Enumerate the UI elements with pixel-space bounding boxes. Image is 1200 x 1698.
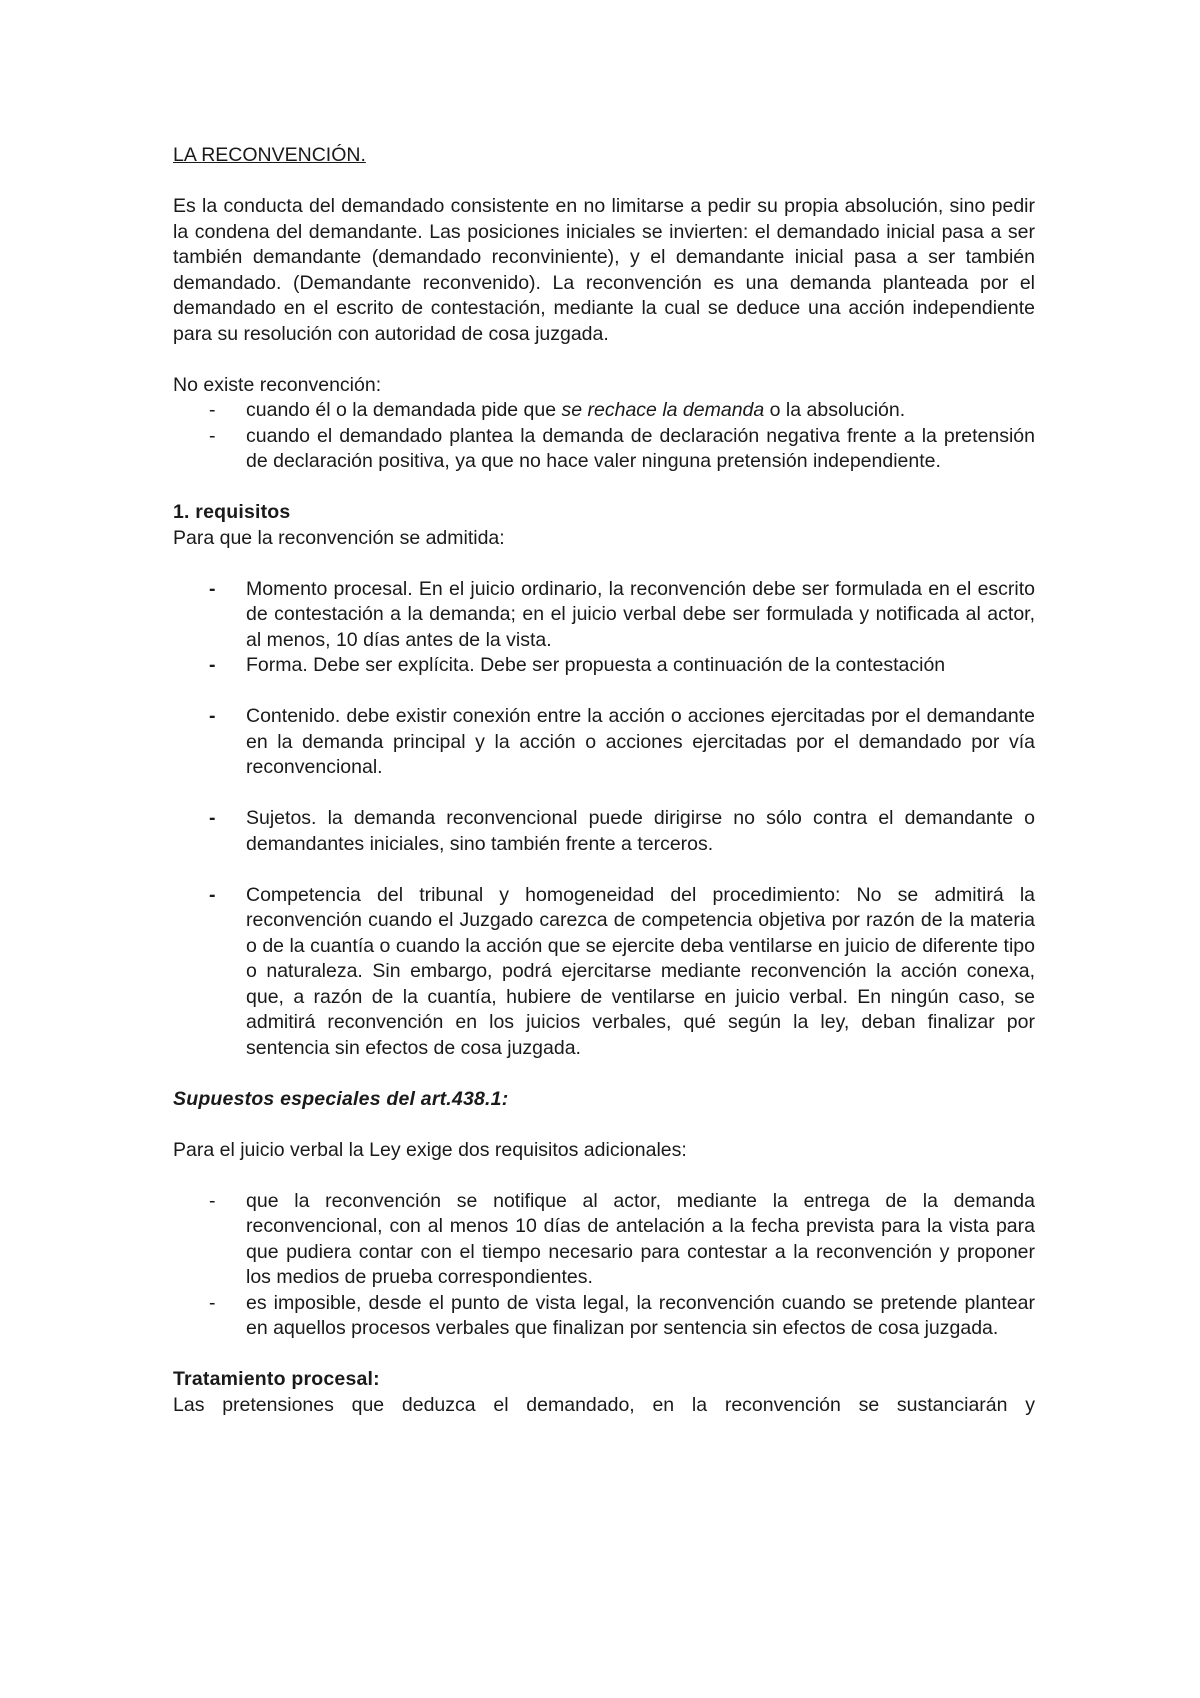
intro-paragraph: Es la conducta del demandado consistente en no limitarse a pedir su propia absolución, sino pedir la condena del demandante. Las posiciones iniciales se invierten: el demandado inicial pasa a ser también demandante (demandado reconviniente), y el demandante inicial pasa a ser también demandado. (Demandante reconvenido). La reconvención es una demanda planteada por el demandado en el escrito de contestación, mediante la cual se deduce una acción independiente para su resolución con autoridad de cosa juzgada. [173,195,1035,345]
supuestos-heading: Supuestos especiales del art.438.1: [173,1087,509,1110]
list-item [173,883,1035,1062]
tratamiento-text: Las pretensiones que deduzca el demandado, en la reconvención se sustanciarán y [173,1393,1035,1416]
requisitos-list [173,577,1035,1062]
list-item [173,577,1035,654]
list-item [173,806,1035,857]
no-existe-lead: No existe reconvención: [173,373,382,396]
tratamiento-heading: Tratamiento procesal: [173,1368,380,1390]
item-text: Sujetos. la demanda reconvencional puede dirigirse no sólo contra el demandante o demandantes iniciales, sino también frente a terceros. [246,807,1035,855]
requisitos-heading: 1. requisitos [173,501,291,523]
no-existe-list [173,398,1035,475]
item-text: o la absolución. [764,399,906,421]
item-text: es imposible, desde el punto de vista legal, la reconvención cuando se pretende plantear en aquellos procesos verbales que finalizan por sentencia sin efectos de cosa juzgada. [246,1291,1035,1339]
list-item [173,704,1035,781]
spacer [173,1061,1035,1087]
item-text: Contenido. debe existir conexión entre la acción o acciones ejercitadas por el demandante en la demanda principal y la acción o acciones ejercitadas por el demandado por vía reconvencional. [246,705,1035,778]
dash-bullet: - [209,399,216,421]
document-page [173,143,1035,1418]
dash-bullet: - [209,424,216,447]
item-text: que la reconvención se notifique al actor, mediante la entrega de la demanda reconvencional, con al menos 10 días de antelación a la fecha prevista para la vista para que pudiera contar con el tiempo necesario para contestar a la reconvención y proponer los medios de prueba correspondientes. [246,1189,1035,1288]
requisitos-lead: Para que la reconvención se admitida: [173,526,505,549]
dash-bullet: - [209,807,216,829]
document-title: LA RECONVENCIÓN. [173,144,366,166]
item-text: cuando él o la demandada pide que [246,399,562,421]
list-item [173,1189,1035,1291]
item-text: Competencia del tribunal y homogeneidad del procedimiento: No se admitirá la reconvención cuando el Juzgado carezca de competencia objetiva por razón de la materia o de la cuantía o cuando la acción que se ejercite deba ventilarse en juicio de diferente tipo o naturaleza. Sin embargo, podrá ejercitarse mediante reconvención la acción conexa, que, a razón de la cuantía, hubiere de ventilarse en juicio verbal. En ningún caso, se admitirá reconvención en los juicios verbales, qué según la ley, deban finalizar por sentencia sin efectos de cosa juzgada. [246,883,1035,1059]
dash-bullet: - [209,654,216,676]
dash-bullet: - [209,1291,216,1314]
spacer [173,347,1035,373]
item-emphasis: se rechace la demanda [561,399,765,421]
spacer [173,475,1035,501]
supuestos-list [173,1189,1035,1342]
list-item [173,1291,1035,1342]
supuestos-lead: Para el juicio verbal la Ley exige dos requisitos adicionales: [173,1138,687,1161]
spacer [173,169,1035,195]
item-text: Forma. Debe ser explícita. Debe ser propuesta a continuación de la contestación [246,654,946,676]
list-item [173,424,1035,475]
spacer [173,1163,1035,1189]
dash-bullet: - [209,883,216,906]
dash-bullet: - [209,577,216,600]
dash-bullet: - [209,705,216,727]
spacer [173,1112,1035,1138]
item-text: cuando el demandado plantea la demanda de declaración negativa frente a la pretensión de declaración positiva, ya que no hace valer ninguna pretensión independiente. [246,424,1035,472]
spacer [173,1342,1035,1368]
item-text: Momento procesal. En el juicio ordinario, la reconvención debe ser formulada en el escrito de contestación a la demanda; en el juicio verbal debe ser formulada y notificada al actor, al menos, 10 días antes de la vista. [246,577,1035,651]
list-item [173,653,1035,679]
spacer [173,551,1035,577]
dash-bullet: - [209,1189,216,1212]
list-item [173,398,1035,424]
